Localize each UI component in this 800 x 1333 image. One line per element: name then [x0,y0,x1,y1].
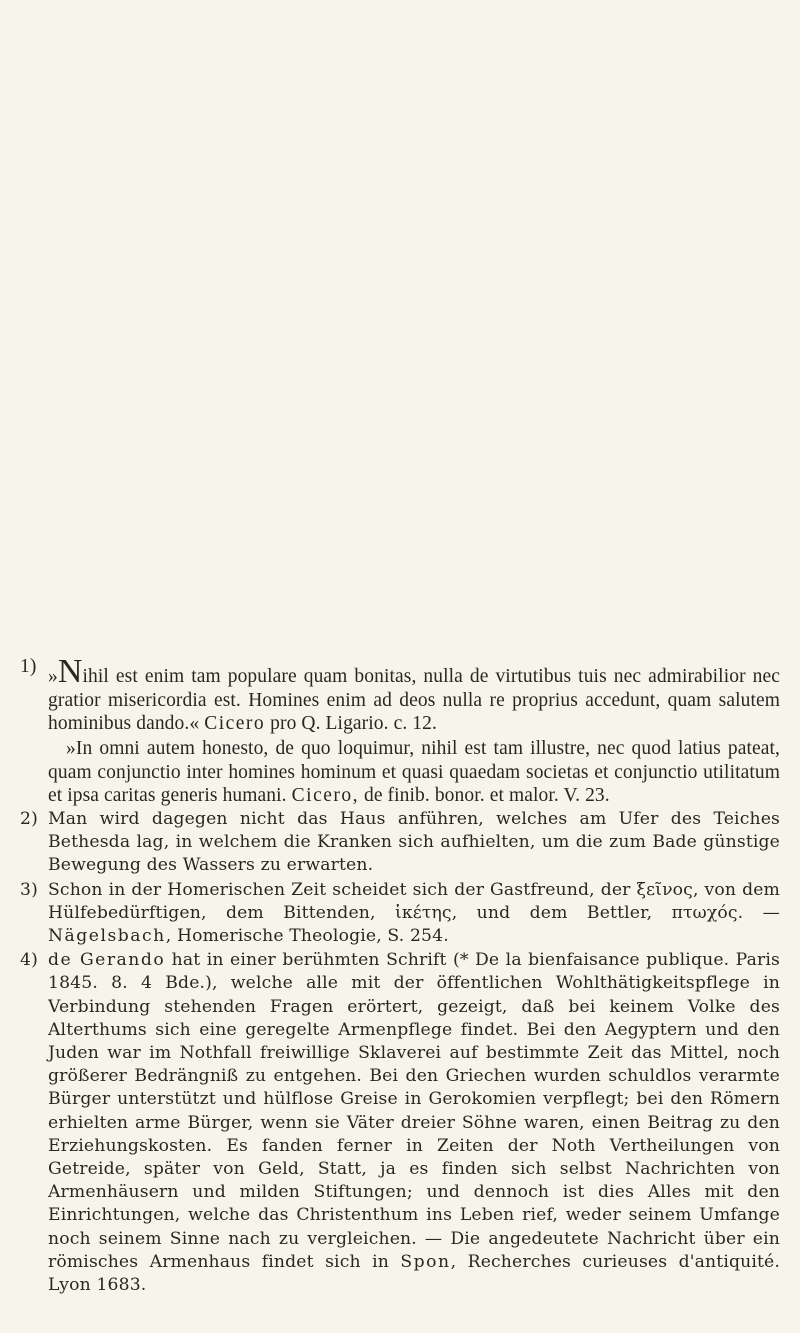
citation-author: Spon [400,1251,451,1272]
footnote-text: Schon in der Homerischen Zeit scheidet sich der Gastfreund, der ξεῖνος, von dem Hülfebedürftigen, dem Bittenden, ἱκέτης, und dem Bettler, πτωχός. — [48,879,780,923]
citation-author: Cicero [204,713,266,735]
footnote-4 [20,949,780,1297]
citation-source: de finib. bonor. et malor. V. 23. [359,784,610,806]
quote-text: »In omni autem honesto, de quo loquimur, nihil est tam illustre, nec quod latius pateat, quam conjunctio inter homines hominum et quasi quaedam societas et conjunctio utilitatum et ipsa caritas generis humani. [48,738,780,806]
footnotes [20,655,780,1298]
citation-author: Nägelsbach [48,926,166,947]
footnote-number: 1) [20,656,37,677]
drop-capital: N [57,653,83,690]
footnote-text: hat in einer berühmten Schrift (* De la bienfaisance publique. Paris 1845. 8. 4 Bde.), welche alle mit der öffentlichen Wohlthätigkeitspflege in Verbindung stehenden Fragen erörtert, gezeigt, daß bei keinem Volke des Alterthums sich eine geregelte Armenpflege findet. Bei den Aegyptern und den Juden war im Nothfall freiwillige Sklaverei auf bestimmte Zeit das Mittel, noch größerer Bedrängniß zu entgehen. Bei den Griechen wurden schuldlos verarmte Bürger unterstützt und hülflose Greise in Gerokomien verpflegt; bei den Römern erhielten arme Bürger, wenn sie Väter dreier Söhne waren, einen Beitrag zu den Erziehungskosten. Es fanden ferner in Zeiten der Noth Vertheilungen von Getreide, später von Geld, Statt, ja es finden sich selbst Nachrichten von Armenhäusern und milden Stiftungen; und dennoch ist dies Alles mit den Einrichtungen, welche das Christenthum ins Leben rief, weder seinem Umfange noch seinem Sinne nach zu vergleichen. — Die angedeutete Nachricht über ein römisches Armenhaus findet sich in [48,950,780,1272]
quote-text: ihil est enim tam populare quam bonitas, nulla de virtutibus tuis nec admirabilior nec gratior misericordia est. Homines enim ad deos nulla re proprius accedunt, quam salutem hominibus dando.« [48,666,780,735]
citation-source: , Recherches curieuses d'antiquité. Lyon 1683. [48,1251,780,1296]
citation-source: pro Q. Ligario. c. 12. [265,713,437,735]
citation-author: Cicero, [291,784,359,806]
footnote-number: 3) [20,879,38,900]
footnote-number: 2) [20,809,38,830]
citation-source: , Homerische Theologie, S. 254. [165,926,449,947]
footnote-text: Man wird dagegen nicht das Haus anführen, welches am Ufer des Teiches Bethesda lag, in welchem die Kranken sich aufhielten, um die zum Bade günstige Bewegung des Wassers zu erwarten. [48,809,780,876]
footnote-1: 1) »Nihil est enim tam populare quam bonitas, nulla de virtutibus tuis nec admirabilior nec gratior misericordia est. Homines enim ad deos nulla re proprius accedunt, quam salutem hominibus dando.« Cicero pro Q. Ligario. c. 12. »In omni autem honesto, de quo loquimur, nihil est tam illustre, nec quod latius pateat, quam conjunctio inter homines hominum et quasi quaedam societas et conjunctio utilitatum et ipsa caritas generis humani. Cicero, de finib. bonor. et malor. V. 23. [20,653,780,806]
citation-author: de Gerando [48,950,166,971]
footnote-2 [20,808,780,878]
footnote-3 [20,879,780,949]
footnote-number: 4) [20,950,38,971]
